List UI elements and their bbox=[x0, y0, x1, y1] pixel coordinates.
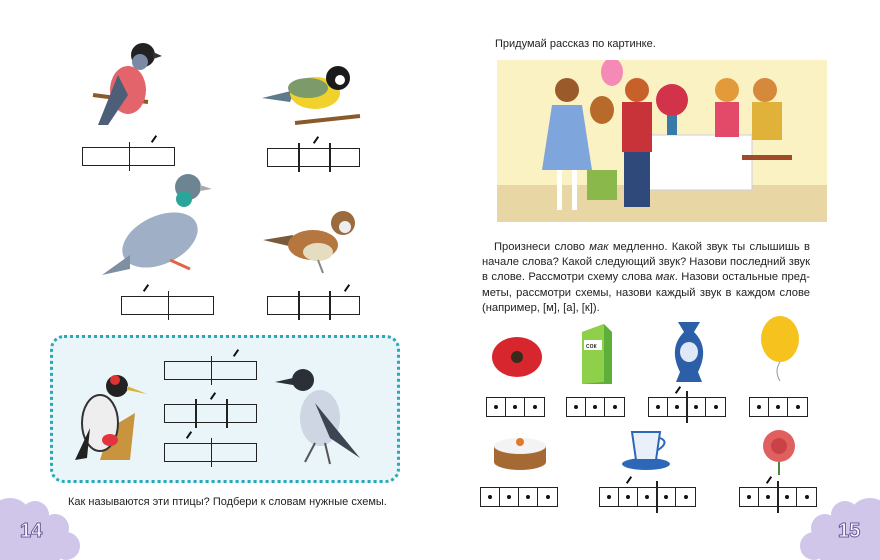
sound-dot bbox=[593, 405, 597, 409]
sound-cell bbox=[500, 488, 519, 506]
sound-cell bbox=[481, 488, 500, 506]
syllable-divider bbox=[298, 143, 300, 172]
sound-schema bbox=[749, 397, 808, 417]
sound-cell bbox=[538, 488, 557, 506]
sound-cell bbox=[519, 488, 538, 506]
stress-mark bbox=[312, 136, 318, 144]
sound-dot bbox=[664, 495, 668, 499]
sound-dot bbox=[714, 405, 718, 409]
sound-dot bbox=[533, 405, 537, 409]
syllable-schema bbox=[164, 443, 257, 462]
balloon-icon bbox=[760, 315, 802, 383]
woodpecker-icon bbox=[65, 368, 150, 463]
sound-cell bbox=[769, 398, 788, 416]
sound-cell bbox=[687, 398, 706, 416]
sound-dot bbox=[766, 495, 770, 499]
page-number-right: 15 bbox=[838, 520, 861, 542]
sound-schema bbox=[566, 397, 625, 417]
syllable-divider bbox=[329, 143, 331, 172]
sound-dot bbox=[656, 405, 660, 409]
cup-icon bbox=[620, 428, 672, 472]
sound-cell bbox=[525, 398, 544, 416]
syllable-schema bbox=[267, 296, 360, 315]
sound-cell bbox=[788, 398, 807, 416]
syllable-divider bbox=[329, 291, 331, 320]
paragraph-text: Произнеси слово bbox=[494, 241, 590, 253]
sparrow-icon bbox=[263, 205, 363, 277]
rose-icon bbox=[757, 428, 801, 476]
sound-dot bbox=[607, 495, 611, 499]
sound-schema bbox=[480, 487, 558, 507]
sound-cell bbox=[586, 398, 605, 416]
crow-icon bbox=[275, 368, 365, 466]
paragraph-text: . Назови остальные пред-меты, рассмотри схемы, назови каждый звук в каждом слове (например, [м], [а], [к]). bbox=[482, 271, 810, 314]
syllable-schema bbox=[267, 148, 360, 167]
vase-icon bbox=[668, 318, 710, 384]
sound-cell bbox=[657, 488, 676, 506]
stress-mark bbox=[766, 476, 772, 484]
syllable-divider bbox=[129, 142, 131, 171]
sound-dot bbox=[507, 495, 511, 499]
sound-schema bbox=[648, 397, 726, 417]
sound-cell bbox=[706, 398, 725, 416]
sound-dot bbox=[785, 495, 789, 499]
sound-schema bbox=[599, 487, 696, 507]
sound-dot bbox=[513, 405, 517, 409]
example-word: мак bbox=[589, 241, 609, 253]
stress-mark bbox=[143, 284, 149, 292]
sound-cell bbox=[619, 488, 638, 506]
sound-cell bbox=[740, 488, 759, 506]
sound-cell bbox=[600, 488, 619, 506]
syllable-schema bbox=[121, 296, 214, 315]
sound-dot bbox=[694, 405, 698, 409]
bullfinch-icon bbox=[88, 40, 168, 135]
sound-schema bbox=[486, 397, 545, 417]
syllable-divider bbox=[298, 291, 300, 320]
sound-dot bbox=[526, 495, 530, 499]
sound-cell bbox=[750, 398, 769, 416]
sound-cell bbox=[567, 398, 586, 416]
pigeon-icon bbox=[100, 165, 220, 280]
sound-dot bbox=[776, 405, 780, 409]
stress-mark bbox=[626, 476, 632, 484]
titmouse-icon bbox=[260, 58, 365, 133]
syllable-divider bbox=[168, 291, 170, 320]
birthday-party-illustration bbox=[497, 60, 827, 222]
sound-dot bbox=[645, 495, 649, 499]
sound-dot bbox=[675, 405, 679, 409]
syllable-schema bbox=[164, 361, 257, 380]
task-paragraph bbox=[482, 240, 810, 316]
sound-dot bbox=[546, 495, 550, 499]
stress-mark bbox=[675, 386, 681, 394]
paragraph-text: медленно. Какой звук ты слышишь в начале слова? Какой следующий звук? Назови последний звук в слове. Рассмотри схему слова bbox=[482, 241, 811, 284]
sound-cell bbox=[778, 488, 797, 506]
sound-cell bbox=[676, 488, 695, 506]
left-page-instruction: Как называются эти птицы? Подбери к словам нужные схемы. bbox=[68, 496, 387, 508]
sound-dot bbox=[494, 405, 498, 409]
syllable-schema bbox=[82, 147, 175, 166]
syllable-divider bbox=[211, 438, 213, 467]
syllable-schema bbox=[164, 404, 257, 423]
sound-dot bbox=[613, 405, 617, 409]
stress-mark bbox=[151, 135, 157, 143]
sound-dot bbox=[574, 405, 578, 409]
right-page-heading: Придумай рассказ по картинке. bbox=[495, 38, 656, 50]
sound-dot bbox=[684, 495, 688, 499]
poppy-icon bbox=[490, 335, 545, 380]
stress-mark bbox=[343, 284, 349, 292]
syllable-divider bbox=[211, 356, 213, 385]
sound-cell bbox=[638, 488, 657, 506]
sound-cell bbox=[605, 398, 624, 416]
sound-cell bbox=[506, 398, 525, 416]
page-number-left: 14 bbox=[20, 520, 43, 542]
sound-cell bbox=[649, 398, 668, 416]
sound-cell bbox=[668, 398, 687, 416]
syllable-divider bbox=[195, 399, 197, 428]
sound-dot bbox=[626, 495, 630, 499]
syllable-divider bbox=[226, 399, 228, 428]
juice-label: сок bbox=[586, 343, 597, 350]
sound-dot bbox=[757, 405, 761, 409]
example-word: мак bbox=[655, 271, 675, 284]
sound-dot bbox=[747, 495, 751, 499]
sound-dot bbox=[796, 405, 800, 409]
cake-icon bbox=[492, 432, 548, 472]
sound-cell bbox=[487, 398, 506, 416]
sound-dot bbox=[488, 495, 492, 499]
juice-box-icon bbox=[578, 322, 614, 386]
sound-cell bbox=[759, 488, 778, 506]
